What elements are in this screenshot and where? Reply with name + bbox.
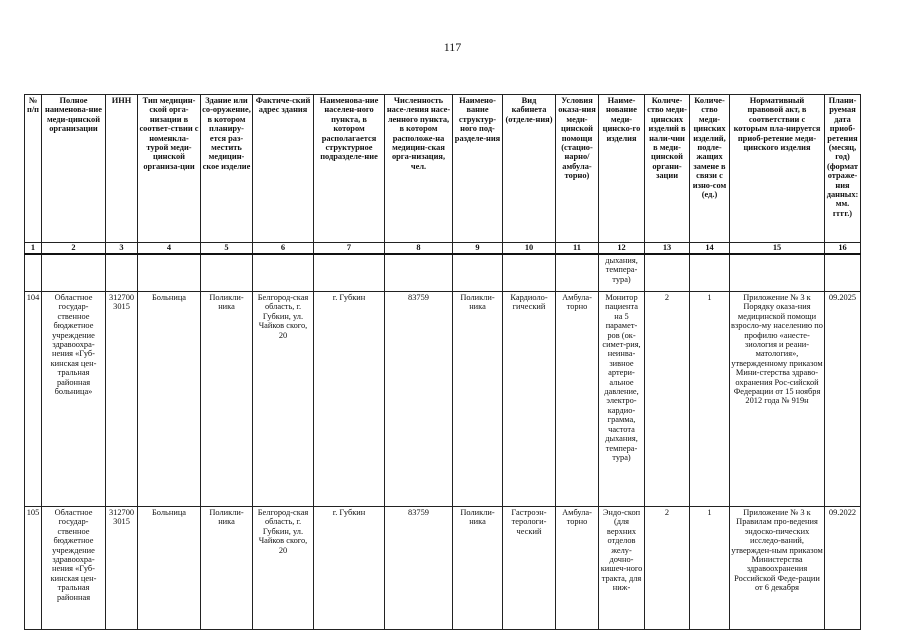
header-row [25, 95, 861, 243]
col-number-15: 15 [730, 243, 825, 255]
cell-planned-date: 09.2022 [825, 507, 861, 630]
cell-inn: 312700 3015 [106, 507, 138, 630]
cell-organization: Областное государ-ственное бюджетное учреждение здравоохра-нения «Губ-кинская цен-тральная районная [42, 507, 106, 630]
col-number-7: 7 [314, 243, 385, 255]
cell-planned-date: 09.2025 [825, 292, 861, 507]
col-header-2: Полное наименова-ние меди-цинской организации [42, 95, 106, 243]
cell-devices-to-replace: 1 [690, 507, 730, 630]
table-row [25, 292, 861, 507]
col-header-11: Условия оказа-ния меди-цинской помощи (стацио-нарно/ амбула-торно) [556, 95, 599, 243]
table-row [25, 507, 861, 630]
cell-device-continued: дыхания, темпера-тура) [599, 254, 645, 292]
col-number-10: 10 [503, 243, 556, 255]
col-number-5: 5 [201, 243, 253, 255]
cell-building: Поликли-ника [201, 292, 253, 507]
cell-devices-available: 2 [645, 507, 690, 630]
cell-population: 83759 [385, 292, 453, 507]
col-header-13: Количе-ство меди-цинских изделий в нали-чии в меди-цинской органи-зации [645, 95, 690, 243]
continuation-row [25, 254, 861, 292]
col-number-1: 1 [25, 243, 42, 255]
cell-device-name: Эндо-скоп (для верхних отделов желу-дочно-кишеч-ного тракта, для ниж- [599, 507, 645, 630]
cell-address: Белгород-ская область, г. Губкин, ул. Чайков ского, 20 [253, 292, 314, 507]
cell-org-type: Больница [138, 292, 201, 507]
cell-legal-act: Приложение № 3 к Порядку оказа-ния медицинской помощи взросло-му населению по профилю «анесте-зиология и реани-матология», утвержденному приказом Мини-стерства здраво-охранения Рос-сийской Федерации от 15 ноября 2012 года № 919н [730, 292, 825, 507]
column-number-row [25, 243, 861, 255]
col-header-14: Количе-ство меди-цинских изделий, подле-жащих замене в связи с изно-сом (ед.) [690, 95, 730, 243]
cell-address: Белгород-ская область, г. Губкин, ул. Чайков ского, 20 [253, 507, 314, 630]
cell-population: 83759 [385, 507, 453, 630]
col-number-12: 12 [599, 243, 645, 255]
cell-cabinet-type: Гастроэн-терологи-ческий [503, 507, 556, 630]
col-header-4: Тип медицин-ской орга-низации в соответ-ствии с номенкла-турой меди-цинской организа-ции [138, 95, 201, 243]
cell-care-conditions: Амбула-торно [556, 507, 599, 630]
col-header-5: Здание или со-оружение, в котором планиру-ется раз-местить медицин-ское изделие [201, 95, 253, 243]
col-number-8: 8 [385, 243, 453, 255]
col-number-6: 6 [253, 243, 314, 255]
col-number-16: 16 [825, 243, 861, 255]
col-header-10: Вид кабинета (отделе-ния) [503, 95, 556, 243]
col-header-12: Наиме-нование меди-цинско-го изделия [599, 95, 645, 243]
col-number-14: 14 [690, 243, 730, 255]
col-header-1: № п/п [25, 95, 42, 243]
cell-building: Поликли-ника [201, 507, 253, 630]
cell-devices-available: 2 [645, 292, 690, 507]
cell-subdivision: Поликли-ника [453, 292, 503, 507]
cell-locality: г. Губкин [314, 292, 385, 507]
cell-number: 105 [25, 507, 42, 630]
col-header-16: Плани-руемая дата приоб-ретения (месяц, год) (формат отраже-ния данных: мм. гггг.) [825, 95, 861, 243]
page-number: 117 [443, 40, 462, 54]
cell-devices-to-replace: 1 [690, 292, 730, 507]
col-number-9: 9 [453, 243, 503, 255]
col-header-6: Фактиче-ский адрес здания [253, 95, 314, 243]
cell-subdivision: Поликли-ника [453, 507, 503, 630]
col-header-15: Нормативный правовой акт, в соответствии с которым пла-нируется приоб-ретение меди-цинского изделия [730, 95, 825, 243]
cell-organization: Областное государ-ственное бюджетное учреждение здравоохра-нения «Губ-кинская цен-тральная районная больница» [42, 292, 106, 507]
col-header-9: Наимено-вание структур-ного под-разделе-ния [453, 95, 503, 243]
cell-org-type: Больница [138, 507, 201, 630]
cell-number: 104 [25, 292, 42, 507]
col-number-13: 13 [645, 243, 690, 255]
col-header-3: ИНН [106, 95, 138, 243]
cell-care-conditions: Амбула-торно [556, 292, 599, 507]
cell-locality: г. Губкин [314, 507, 385, 630]
col-number-11: 11 [556, 243, 599, 255]
col-header-7: Наименова-ние населен-ного пункта, в котором располагается структурное подразделе-ние [314, 95, 385, 243]
col-number-2: 2 [42, 243, 106, 255]
cell-inn: 312700 3015 [106, 292, 138, 507]
cell-legal-act: Приложение № 3 к Правилам про-ведения эндоско-пических исследо-ваний, утвержден-ным приказом Министерства здравоохранения Российской Феде-рации от 6 декабря [730, 507, 825, 630]
col-number-4: 4 [138, 243, 201, 255]
col-number-3: 3 [106, 243, 138, 255]
registry-table [24, 94, 861, 630]
cell-cabinet-type: Кардиоло-гический [503, 292, 556, 507]
cell-device-name: Монитор пациента на 5 парамет-ров (ок-симет-рия, неинва-зивное артери-альное давление, электро-кардио-грамма, частота дыхания, темпера-тура) [599, 292, 645, 507]
col-header-8: Численность насе-ления насе-ленного пункта, в котором расположе-на медицин-ская орга-низация, чел. [385, 95, 453, 243]
